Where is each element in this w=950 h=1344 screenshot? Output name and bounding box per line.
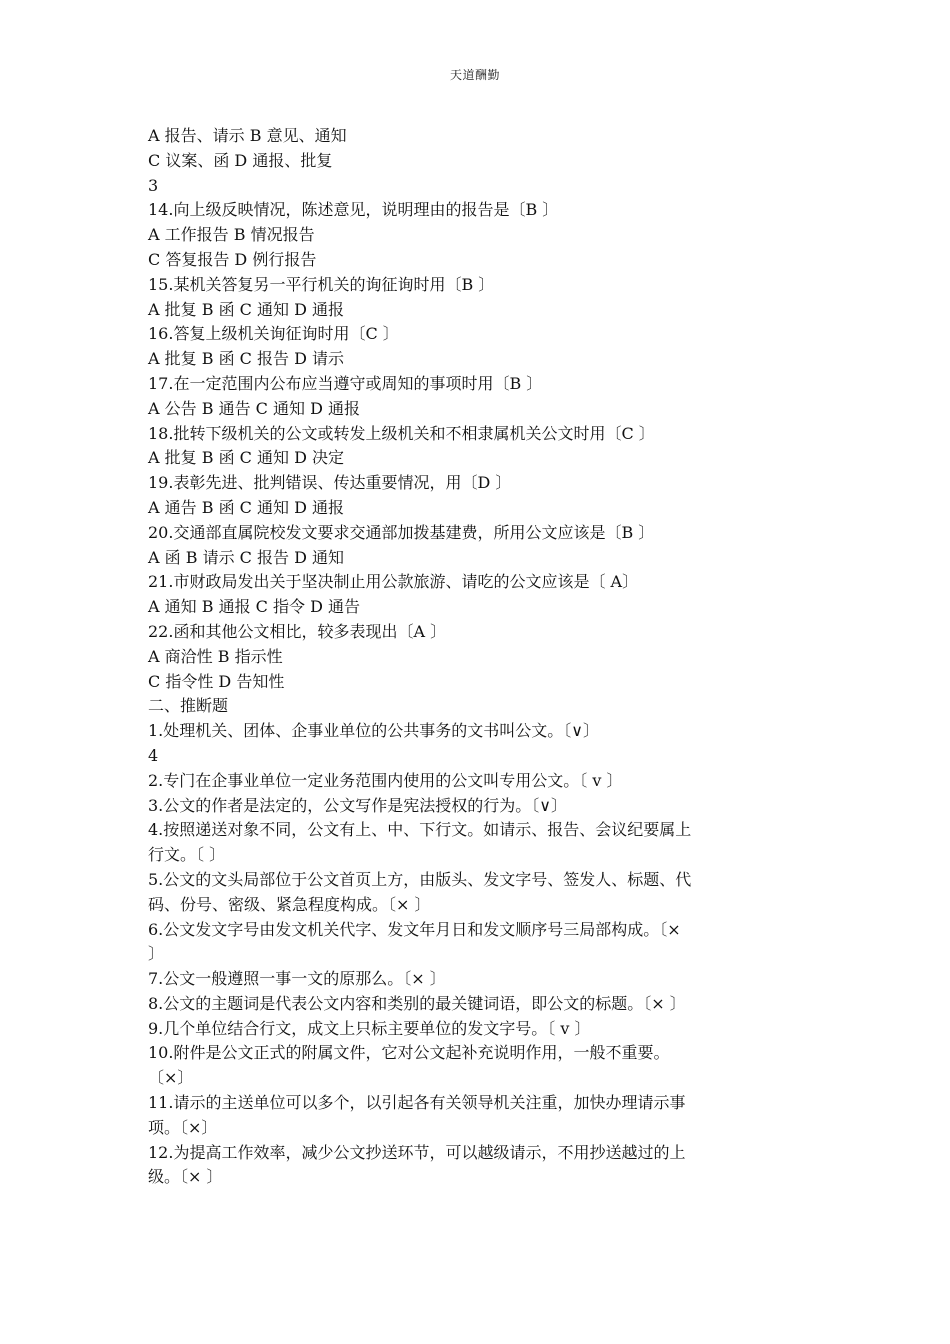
text-line: A 通知 B 通报 C 指令 D 通告 (148, 597, 360, 617)
text-line: 项。〔×〕 (148, 1117, 218, 1137)
judgment-3: 3.公文的作者是法定的，公文写作是宪法授权的行为。〔∨〕 (148, 795, 567, 815)
text-line: 〔×〕 (148, 1068, 194, 1088)
text-line: A 函 B 请示 C 报告 D 通知 (148, 547, 344, 567)
page-number: 4 (148, 745, 159, 765)
text-line: A 报告、请示 B 意见、通知 (148, 126, 347, 145)
text-line: A 批复 B 函 C 报告 D 请示 (148, 349, 344, 369)
document-body (148, 124, 798, 1190)
section-heading: 二、推断题 (148, 696, 229, 716)
question-16: 16.答复上级机关询征询时用〔C 〕 (148, 324, 399, 344)
question-22: 22.函和其他公文相比，较多表现出〔A 〕 (148, 621, 447, 641)
text-line: C 答复报告 D 例行报告 (148, 249, 317, 269)
text-line: 级。〔× 〕 (148, 1167, 223, 1187)
judgment-12: 12.为提高工作效率，减少公文抄送环节，可以越级请示，不用抄送越过的上 (148, 1142, 686, 1162)
text-line: A 批复 B 函 C 通知 D 决定 (148, 448, 344, 468)
text-line: A 公告 B 通告 C 通知 D 通报 (148, 398, 360, 418)
text-line: A 商洽性 B 指示性 (148, 646, 283, 666)
question-14: 14.向上级反映情况，陈述意见，说明理由的报告是〔B 〕 (148, 200, 559, 220)
text-line: 码、份号、密级、紧急程度构成。〔× 〕 (148, 894, 431, 914)
text-line: C 指令性 D 告知性 (148, 671, 285, 691)
question-20: 20.交通部直属院校发文要求交通部加拨基建费，所用公文应该是〔B 〕 (148, 522, 655, 542)
judgment-7: 7.公文一般遵照一事一文的原那么。〔× 〕 (148, 969, 446, 989)
question-15: 15.某机关答复另一平行机关的询征询时用〔B 〕 (148, 274, 495, 294)
judgment-5: 5.公文的文头局部位于公文首页上方，由版头、发文字号、签发人、标题、代 (148, 869, 692, 889)
question-19: 19.表彰先进、批判错误、传达重要情况，用〔D 〕 (148, 473, 512, 493)
text-line: A 批复 B 函 C 通知 D 通报 (148, 299, 344, 319)
judgment-6: 6.公文发文字号由发文机关代字、发文年月日和发文顺序号三局部构成。〔× (148, 919, 681, 939)
page-number: 3 (148, 175, 159, 195)
question-18: 18.批转下级机关的公文或转发上级机关和不相隶属机关公文时用〔C 〕 (148, 423, 655, 443)
question-21: 21.市财政局发出关于坚决制止用公款旅游、请吃的公文应该是〔 A〕 (148, 572, 639, 592)
judgment-11: 11.请示的主送单位可以多个，以引起各有关领导机关注重，加快办理请示事 (148, 1093, 686, 1113)
judgment-4: 4.按照递送对象不同，公文有上、中、下行文。如请示、报告、会议纪要属上 (148, 820, 692, 840)
question-17: 17.在一定范围内公布应当遵守或周知的事项时用〔B 〕 (148, 373, 543, 393)
text-line: C 议案、函 D 通报、批复 (148, 150, 333, 170)
text-line: 行文。〔 〕 (148, 845, 226, 865)
judgment-9: 9.几个单位结合行文，成文上只标主要单位的发文字号。〔 v 〕 (148, 1018, 591, 1038)
judgment-1: 1.处理机关、团体、企事业单位的公共事务的文书叫公文。〔∨〕 (148, 721, 599, 741)
text-line: A 通告 B 函 C 通知 D 通报 (148, 497, 344, 517)
page-header: 天道酬勤 (449, 68, 500, 82)
judgment-8: 8.公文的主题词是代表公文内容和类别的最关键词语，即公文的标题。〔× 〕 (148, 993, 686, 1013)
text-line: A 工作报告 B 情况报告 (148, 225, 315, 245)
text-line: 〕 (148, 944, 165, 964)
judgment-2: 2.专门在企事业单位一定业务范围内使用的公文叫专用公文。〔 v 〕 (148, 770, 623, 790)
judgment-10: 10.附件是公文正式的附属文件，它对公文起补充说明作用，一般不重要。 (148, 1043, 670, 1063)
